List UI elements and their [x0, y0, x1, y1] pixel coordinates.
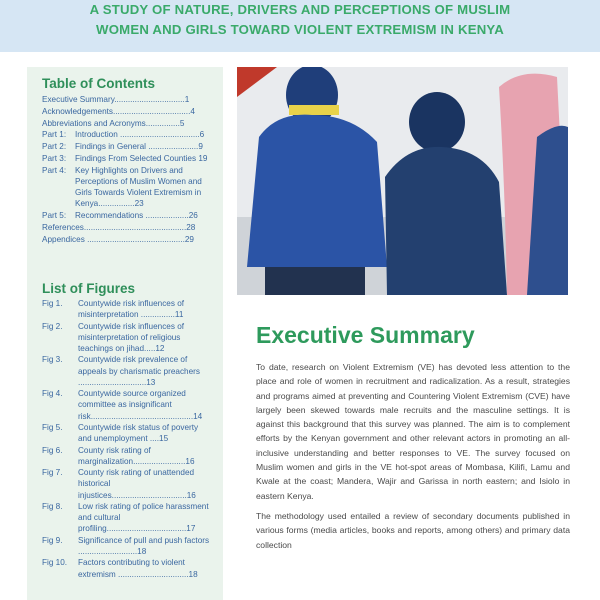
toc-entry-text: Introduction ...................................6: [75, 130, 205, 140]
title-banner: [0, 0, 600, 52]
toc-entry-text: Executive Summary...............................1: [42, 95, 190, 104]
summary-paragraph-1: To date, research on Violent Extremism (VE) has devoted less attention to the place and role of women in recruitment and radicalization. As a result, strategies and programs aimed at preventing and Countering Violent Extremism (CVE) have largely been skewed towards male recruits and the masculine settings. It is against this background that this survey was planned. The aim is to complement efforts by the Kenyan government and other relevant actors in promoting an all-inclusive understanding and better responses to VE. The survey focused on Muslim women and girls in the VE hot-spot areas of Mombasa, Kilifi, Lamu and Kwale at the coast; Mandera, Wajir and Garissa in north eastern; and Isiolo in eastern Kenya.: [256, 362, 570, 501]
toc-entry-label: Part 3:: [42, 153, 67, 163]
toc-entry[interactable]: [42, 141, 214, 152]
figure-entry-text: County risk rating of unattended historical injustices.................................16: [78, 468, 196, 500]
figure-entry[interactable]: [42, 354, 214, 388]
figure-entry-text: County risk rating of marginalization.......................16: [78, 445, 195, 466]
report-title-line-2: WOMEN AND GIRLS TOWARD VIOLENT EXTREMISM IN KENYA: [96, 22, 504, 37]
figure-entry-label: Fig 6.: [42, 445, 63, 455]
toc-entry-text: Recommendations ...................26: [75, 211, 198, 221]
toc-entry[interactable]: [42, 222, 214, 233]
toc-entry[interactable]: [42, 106, 214, 117]
toc-entry-label: Part 1:: [42, 130, 67, 140]
toc-entry-text: Key Highlights on Drivers and Perceptions of Muslim Women and Girls Towards Violent Extremism in Kenya................23: [75, 165, 202, 209]
figure-entry[interactable]: [42, 298, 214, 320]
toc-entry[interactable]: [42, 234, 214, 245]
figure-entry-text: Countywide source organized committee as insignificant risk.............................................14: [78, 389, 203, 421]
figure-entry-label: Fig 4.: [42, 389, 63, 399]
summary-paragraph-2: The methodology used entailed a review of secondary documents published in various forms (media articles, books and reports, among others) and primary data collection: [256, 510, 570, 550]
toc-entry-text: Findings in General ......................9: [75, 142, 203, 152]
toc-entry-text: Abbreviations and Acronyms...............5: [42, 118, 185, 128]
executive-summary-heading: Executive Summary: [256, 322, 475, 348]
toc-entry-label: Part 5:: [42, 211, 67, 221]
figure-entry-text: Countywide risk influences of misinterpretation of religious teachings on jihad.....12: [78, 321, 185, 353]
figure-entry-text: Countywide risk prevalence of appeals by charismatic preachers ..............................13: [78, 355, 200, 387]
figure-entry[interactable]: [42, 422, 214, 444]
toc-entry-label: Part 2:: [42, 142, 67, 152]
figure-entry-label: Fig 5.: [42, 422, 63, 432]
figure-entry[interactable]: [42, 557, 214, 579]
figure-entry-text: Countywide risk status of poverty and unemployment ....15: [78, 422, 199, 444]
figure-entry[interactable]: [42, 501, 214, 535]
figure-entry-label: Fig 2.: [42, 321, 63, 331]
figure-entry-text: Low risk rating of police harassment and cultural profiling...................................17: [78, 501, 209, 534]
figure-entry-text: Countywide risk influences of misinterpretation ...............11: [78, 299, 185, 320]
toc-list: [42, 94, 214, 246]
figure-entry-text: Factors contributing to violent extremism ...............................18: [78, 558, 198, 579]
figure-entry[interactable]: [42, 467, 214, 501]
figure-entry-label: Fig 10.: [42, 558, 68, 568]
figure-entry-label: Fig 8.: [42, 501, 63, 511]
figure-entry-label: Fig 3.: [42, 355, 63, 365]
toc-entry[interactable]: [42, 153, 214, 164]
executive-summary-body: [256, 360, 570, 558]
figure-entry[interactable]: [42, 445, 214, 467]
figures-heading: List of Figures: [42, 281, 136, 296]
figure-entry[interactable]: [42, 535, 214, 557]
toc-entry[interactable]: [42, 118, 214, 129]
figure-entry-text: Significance of pull and push factors ..........................18: [78, 535, 210, 556]
toc-entry-text: Acknowledgements..................................4: [42, 106, 195, 116]
figure-entry[interactable]: [42, 388, 214, 422]
toc-entry[interactable]: [42, 129, 214, 140]
toc-entry-label: Part 4:: [42, 165, 67, 175]
cover-photo: [237, 67, 568, 295]
toc-entry[interactable]: [42, 210, 214, 221]
report-title-line-1: A STUDY OF NATURE, DRIVERS AND PERCEPTIONS OF MUSLIM: [89, 2, 511, 17]
toc-entry-text: References.............................................28: [42, 222, 196, 232]
toc-heading: Table of Contents: [42, 76, 155, 91]
figure-entry-label: Fig 9.: [42, 535, 63, 545]
figure-entry-label: Fig 1.: [42, 299, 63, 308]
figures-list: [42, 298, 214, 580]
toc-entry-text: Findings From Selected Counties 19: [75, 153, 208, 163]
figure-entry[interactable]: [42, 321, 214, 355]
toc-entry[interactable]: [42, 94, 214, 105]
toc-entry[interactable]: [42, 165, 214, 210]
women-photo-illustration: [237, 67, 568, 295]
figure-entry-label: Fig 7.: [42, 468, 63, 478]
toc-entry-text: Appendices ...........................................29: [42, 234, 194, 244]
